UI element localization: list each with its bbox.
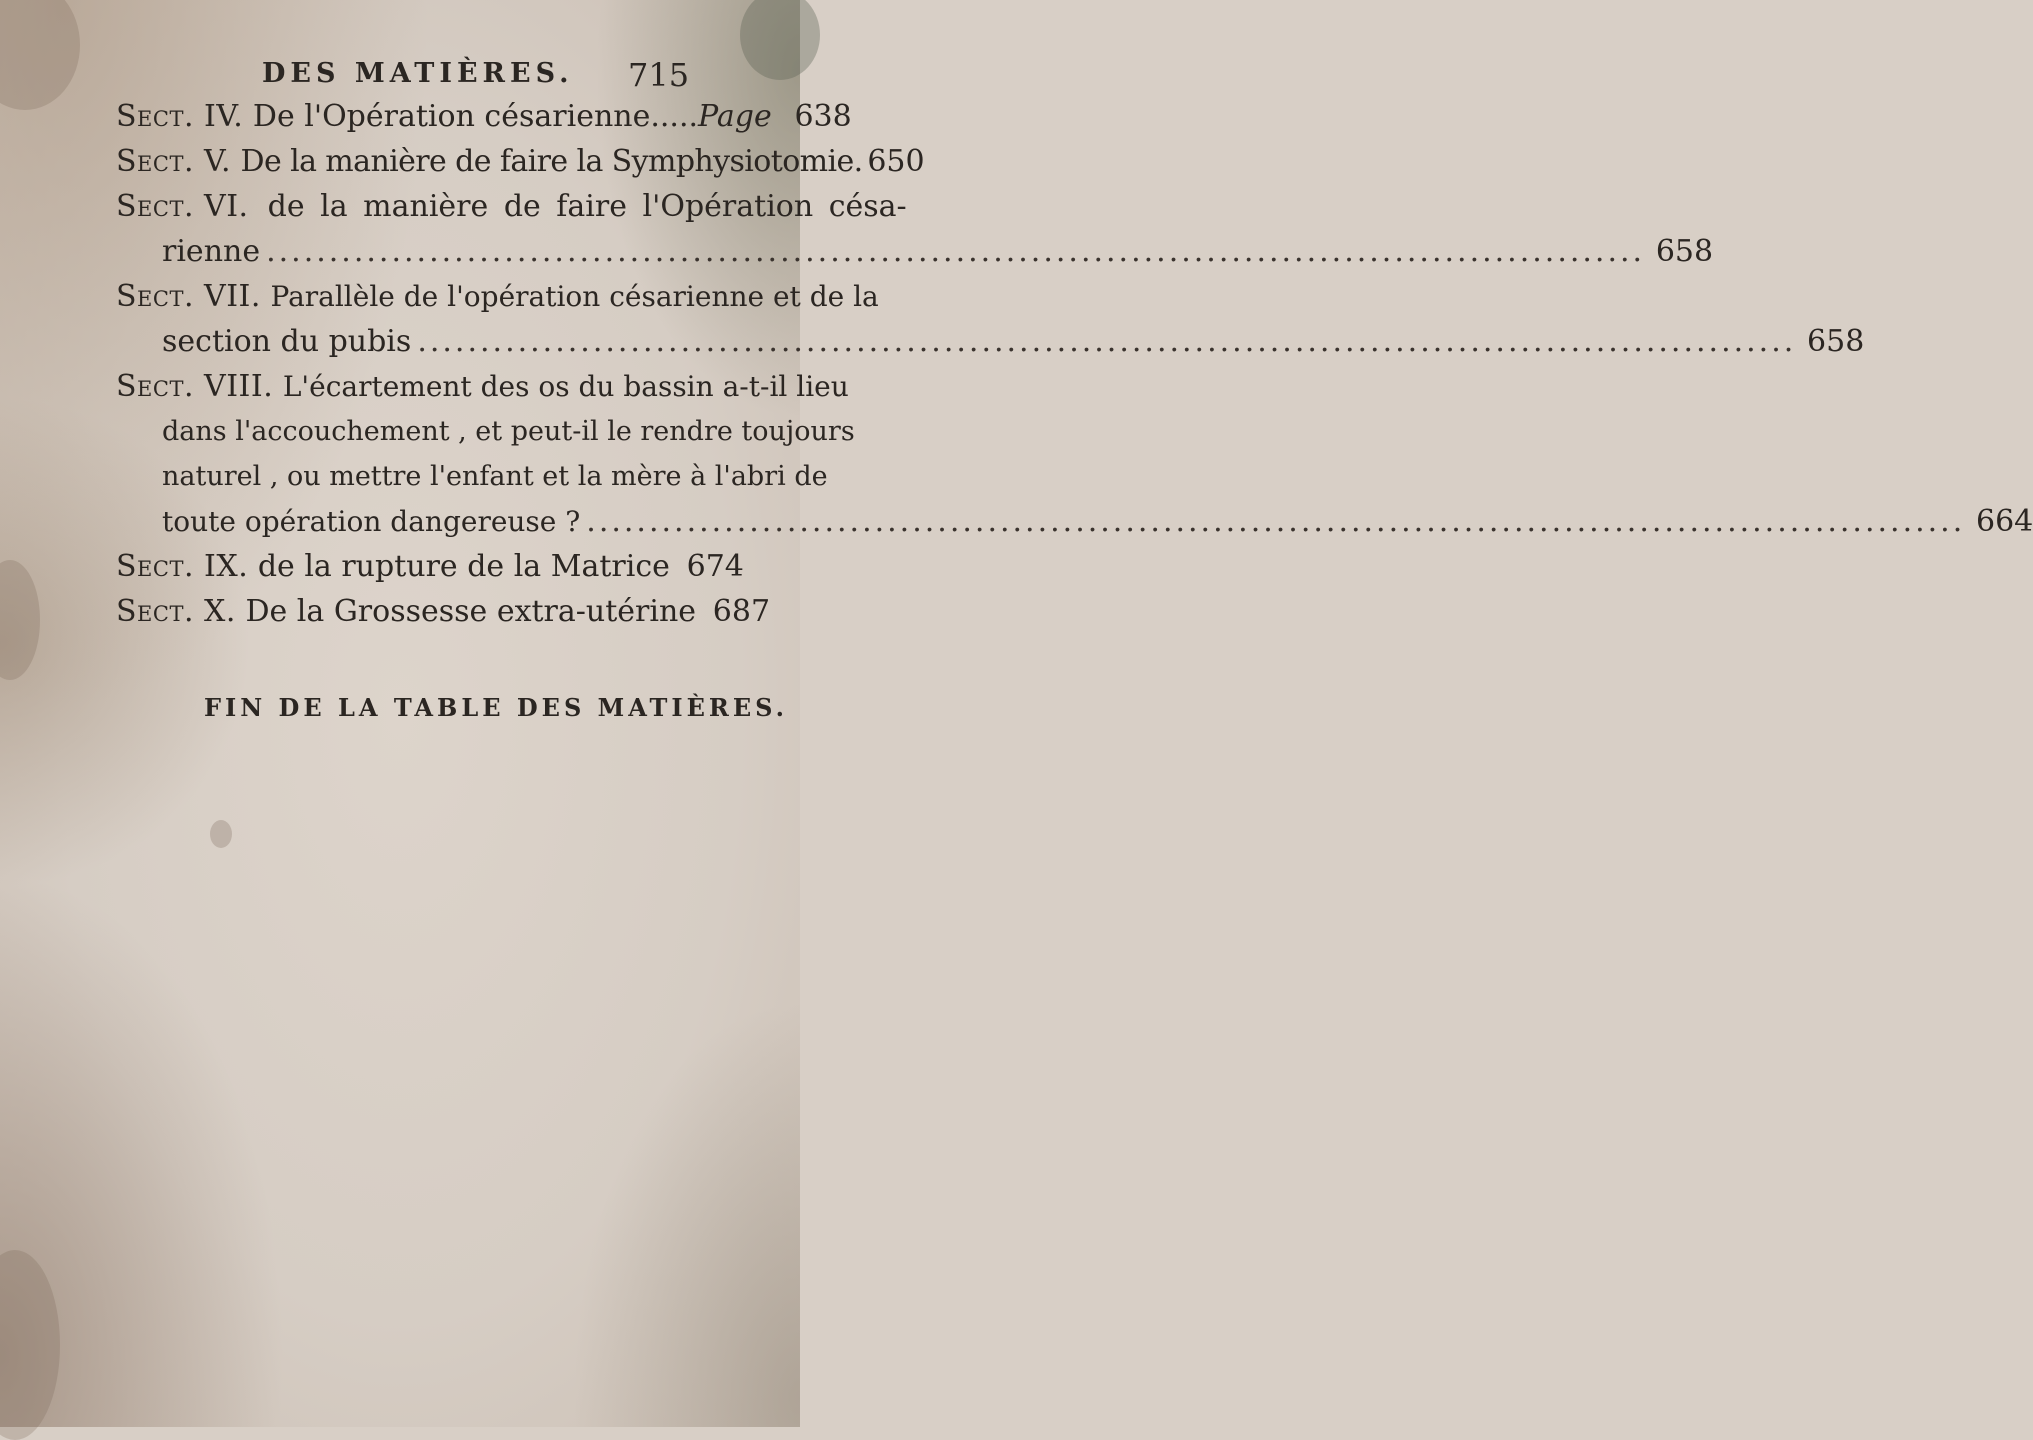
entry-title-cont: rienne — [162, 234, 261, 269]
page-number: 715 — [628, 56, 690, 94]
entry-title: L'écartement des os du bassin a-t-il lieu — [282, 370, 849, 403]
toc-entry-sect-v — [116, 140, 925, 184]
page-ref: 658 — [1655, 234, 1714, 269]
end-of-table-notice: FIN DE LA TABLE DES MATIÈRES. — [204, 693, 788, 722]
page-word: Page — [698, 99, 772, 134]
section-label: Sect. VII. — [116, 279, 261, 314]
stain — [0, 560, 40, 680]
page-ref: 674 — [686, 549, 744, 584]
section-label: Sect. IX. — [116, 549, 249, 584]
toc-entry-sect-x — [116, 590, 771, 634]
toc-entry-sect-viii — [116, 365, 849, 409]
section-label: Sect. V. — [116, 144, 231, 179]
entry-title-cont: naturel , ou mettre l'enfant et la mère à l'abri de — [162, 461, 828, 492]
section-label: Sect. X. — [116, 594, 236, 629]
entry-title: de la rupture de la Matrice — [257, 549, 670, 584]
stain — [210, 820, 232, 848]
toc-entry-sect-vi — [116, 185, 907, 229]
entry-title: De la Grossesse extra-utérine — [245, 594, 697, 629]
page-ref: 638 — [794, 99, 852, 134]
entry-title-cont: dans l'accouchement , et peut-il le rendre toujours — [162, 416, 855, 447]
toc-entry-sect-vii-cont — [162, 320, 1865, 364]
stain — [0, 1250, 60, 1440]
toc-entry-sect-ix — [116, 545, 744, 589]
entry-title: Parallèle de l'opération césarienne et de la — [270, 280, 879, 313]
entry-title-cont: toute opération dangereuse ? — [162, 505, 581, 538]
page-ref: 650 — [867, 144, 925, 179]
entry-title: de la manière de faire l'Opération césa- — [267, 189, 907, 224]
leader-dots — [417, 320, 1796, 364]
section-label: Sect. IV. — [116, 99, 244, 134]
toc-entry-sect-vii — [116, 275, 879, 319]
leader-dots — [586, 500, 1965, 544]
toc-entry-sect-iv — [116, 95, 852, 139]
entry-title: De l'Opération césarienne..... — [252, 99, 699, 134]
page-ref: 658 — [1807, 324, 1865, 359]
page-ref: 687 — [712, 594, 771, 629]
section-label: Sect. VI. — [116, 189, 249, 224]
section-label: Sect. VIII. — [116, 369, 274, 404]
entry-title: De la manière de faire la Symphysiotomie. — [240, 144, 863, 179]
page-ref: 664 — [1976, 504, 2033, 539]
toc-entry-sect-viii-end — [162, 500, 2033, 544]
running-head-title: DES MATIÈRES. — [262, 58, 574, 89]
running-head — [0, 58, 800, 98]
entry-title-cont: section du pubis — [162, 324, 412, 359]
toc-entry-sect-vi-cont — [162, 230, 1714, 274]
leader-dots — [266, 230, 1645, 274]
